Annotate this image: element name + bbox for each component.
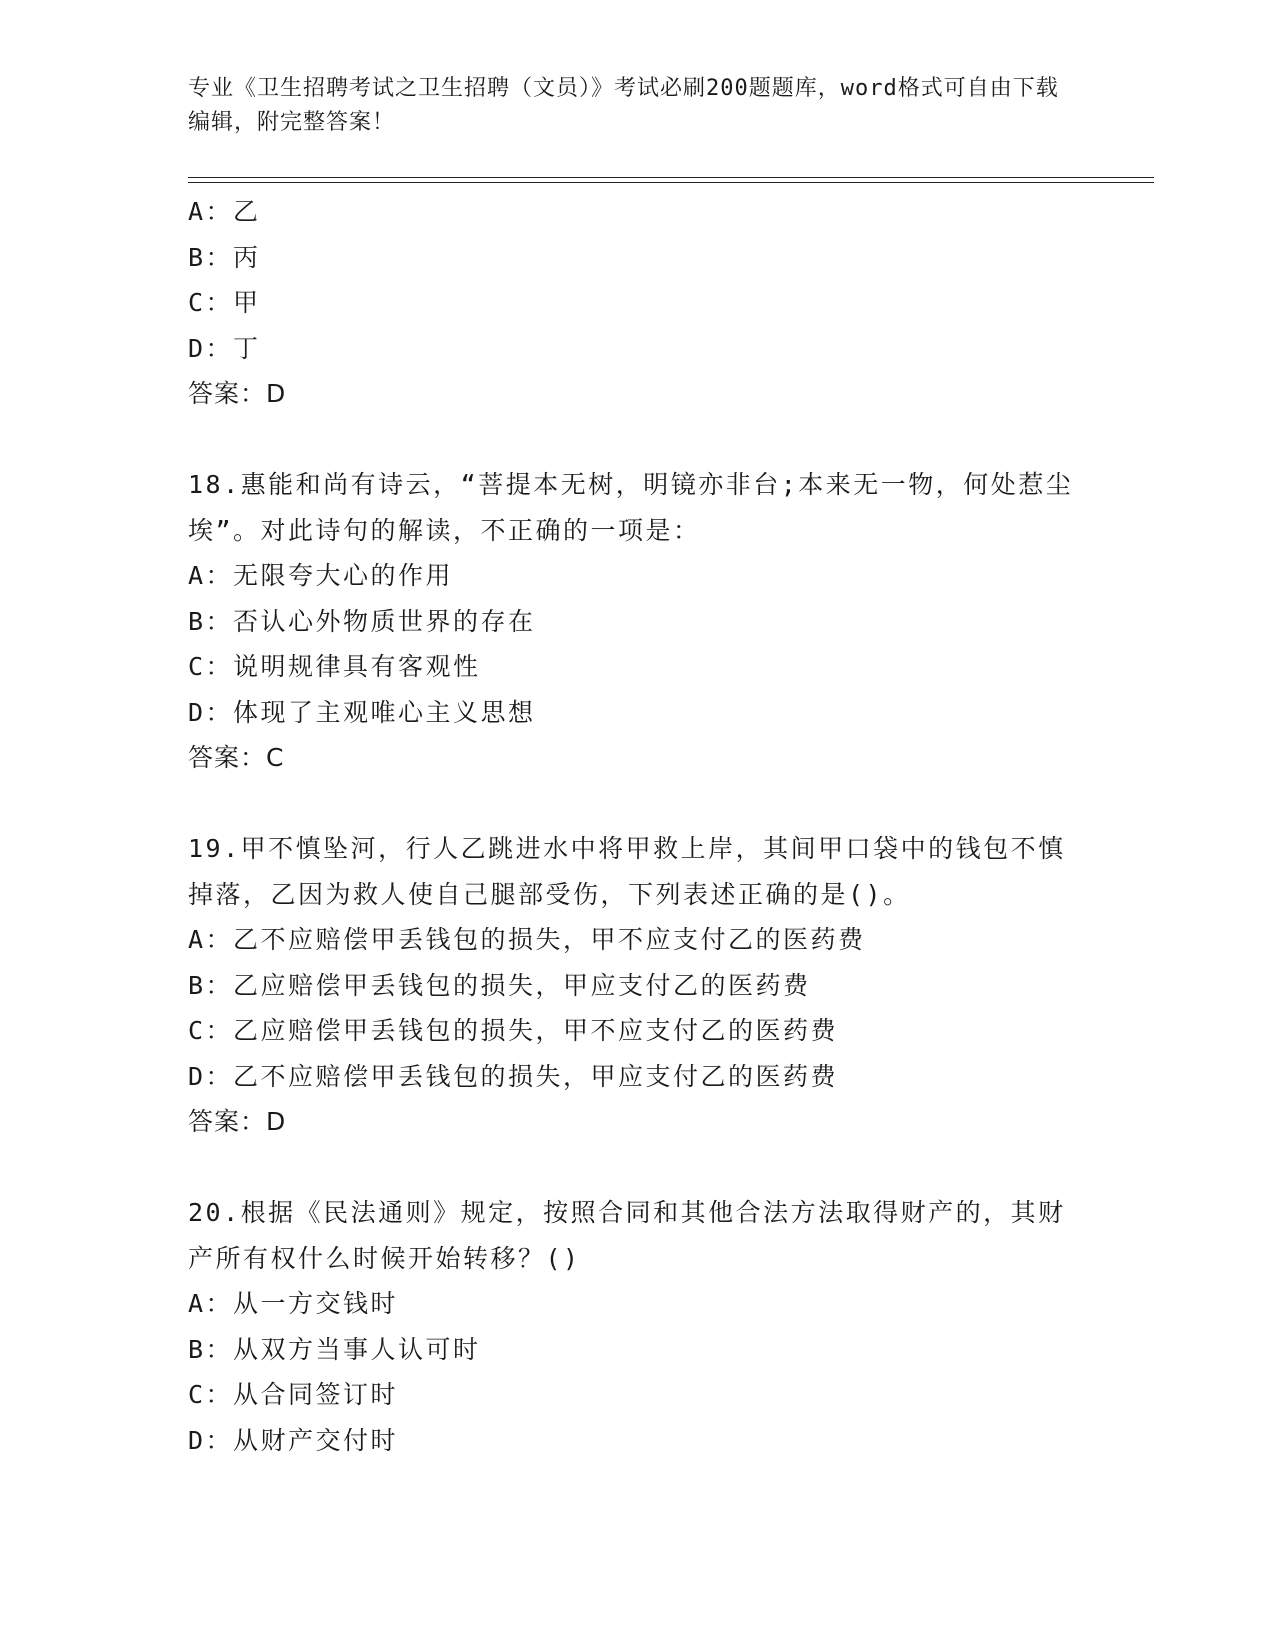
question-20 (188, 1190, 1088, 1463)
option-b: B：乙应赔偿甲丢钱包的损失，甲应支付乙的医药费 (188, 970, 811, 1000)
question-19 (188, 826, 1088, 1145)
option-b: B：从双方当事人认可时 (188, 1334, 481, 1364)
question-18 (188, 462, 1088, 781)
option-d: D：丁 (188, 333, 261, 363)
option-a: A：从一方交钱时 (188, 1289, 399, 1318)
question-17 (188, 189, 1088, 417)
option-c: C：甲 (188, 288, 261, 317)
question-text: 18.惠能和尚有诗云，“菩提本无树，明镜亦非台;本来无一物，何处惹尘埃”。对此诗句的解读，不正确的一项是： (188, 470, 1074, 545)
question-text: 20.根据《民法通则》规定，按照合同和其他合法方法取得财产的，其财产所有权什么时候开始转移？() (188, 1198, 1066, 1273)
header-text: 专业《卫生招聘考试之卫生招聘（文员）》考试必刷200题题库，word格式可自由下载编辑，附完整答案！ (188, 76, 1059, 135)
option-d: D：乙不应赔偿甲丢钱包的损失，甲应支付乙的医药费 (188, 1061, 839, 1091)
option-b: B：否认心外物质世界的存在 (188, 606, 536, 636)
option-a: A：乙不应赔偿甲丢钱包的损失，甲不应支付乙的医药费 (188, 925, 866, 954)
option-c: C：乙应赔偿甲丢钱包的损失，甲不应支付乙的医药费 (188, 1016, 839, 1045)
option-c: C：说明规律具有客观性 (188, 652, 481, 681)
header-divider-bottom (188, 182, 1154, 183)
page-header (188, 72, 1068, 140)
option-b: B：丙 (188, 242, 261, 272)
answer: 答案：D (188, 379, 287, 408)
option-c: C：从合同签订时 (188, 1380, 399, 1409)
option-d: D：从财产交付时 (188, 1425, 399, 1455)
answer: 答案：C (188, 743, 285, 772)
question-list (188, 189, 1088, 1463)
question-text: 19.甲不慎坠河，行人乙跳进水中将甲救上岸，其间甲口袋中的钱包不慎掉落，乙因为救人使自己腿部受伤，下列表述正确的是()。 (188, 834, 1066, 909)
option-d: D：体现了主观唯心主义思想 (188, 697, 536, 727)
option-a: A：乙 (188, 197, 261, 226)
option-a: A：无限夸大心的作用 (188, 561, 454, 590)
answer: 答案：D (188, 1107, 287, 1136)
header-divider-top (188, 177, 1154, 178)
